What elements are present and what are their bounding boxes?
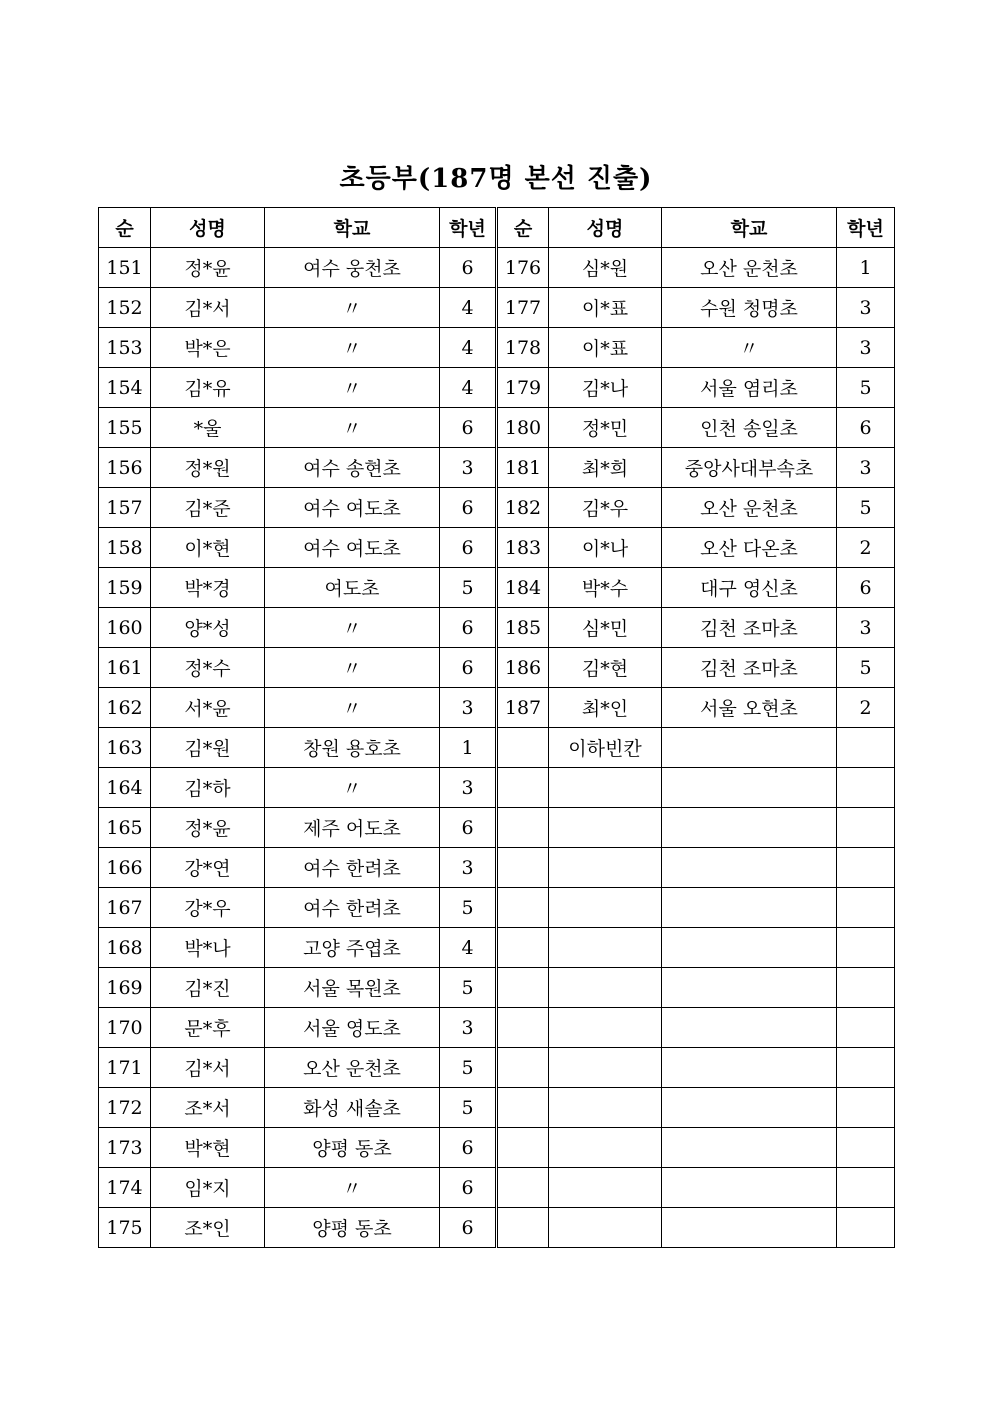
- right-number-cell: 176: [497, 248, 549, 288]
- right-school-cell: [662, 808, 837, 848]
- right-school-cell: [662, 1128, 837, 1168]
- right-name-cell: 이*표: [549, 328, 662, 368]
- table-row: [99, 248, 895, 288]
- left-school-cell: 창원 용호초: [265, 728, 440, 768]
- left-name-cell: 조*서: [151, 1088, 265, 1128]
- right-name-cell: [549, 968, 662, 1008]
- left-school-cell: 〃: [265, 688, 440, 728]
- left-grade-cell: 5: [440, 968, 497, 1008]
- left-number-cell: 159: [99, 568, 151, 608]
- header-school-right: 학교: [662, 208, 837, 248]
- table-row: [99, 608, 895, 648]
- left-name-cell: *울: [151, 408, 265, 448]
- table-row: [99, 408, 895, 448]
- left-grade-cell: 3: [440, 448, 497, 488]
- left-grade-cell: 3: [440, 1008, 497, 1048]
- right-number-cell: [497, 1048, 549, 1088]
- right-grade-cell: [837, 1008, 895, 1048]
- table-row: [99, 808, 895, 848]
- right-name-cell: 김*우: [549, 488, 662, 528]
- left-name-cell: 정*윤: [151, 808, 265, 848]
- right-number-cell: 183: [497, 528, 549, 568]
- right-school-cell: [662, 928, 837, 968]
- table-row: [99, 728, 895, 768]
- left-grade-cell: 5: [440, 888, 497, 928]
- left-name-cell: 문*후: [151, 1008, 265, 1048]
- left-grade-cell: 5: [440, 568, 497, 608]
- table-row: [99, 488, 895, 528]
- header-name-left: 성명: [151, 208, 265, 248]
- left-school-cell: 〃: [265, 328, 440, 368]
- right-school-cell: 서울 오현초: [662, 688, 837, 728]
- left-school-cell: 〃: [265, 408, 440, 448]
- left-grade-cell: 6: [440, 1168, 497, 1208]
- right-school-cell: [662, 728, 837, 768]
- right-name-cell: 김*나: [549, 368, 662, 408]
- right-number-cell: [497, 1088, 549, 1128]
- left-grade-cell: 6: [440, 1128, 497, 1168]
- right-name-cell: [549, 768, 662, 808]
- left-grade-cell: 6: [440, 248, 497, 288]
- right-grade-cell: [837, 768, 895, 808]
- left-name-cell: 강*우: [151, 888, 265, 928]
- left-number-cell: 170: [99, 1008, 151, 1048]
- right-grade-cell: [837, 1088, 895, 1128]
- right-school-cell: [662, 1008, 837, 1048]
- right-school-cell: 대구 영신초: [662, 568, 837, 608]
- right-grade-cell: [837, 928, 895, 968]
- right-grade-cell: 3: [837, 608, 895, 648]
- left-name-cell: 정*수: [151, 648, 265, 688]
- right-grade-cell: [837, 1048, 895, 1088]
- right-grade-cell: 6: [837, 408, 895, 448]
- left-number-cell: 171: [99, 1048, 151, 1088]
- right-name-cell: [549, 1008, 662, 1048]
- right-grade-cell: [837, 728, 895, 768]
- left-grade-cell: 6: [440, 808, 497, 848]
- left-number-cell: 156: [99, 448, 151, 488]
- page-title: 초등부(187명 본선 진출): [339, 164, 653, 194]
- left-number-cell: 166: [99, 848, 151, 888]
- right-school-cell: [662, 1048, 837, 1088]
- left-number-cell: 158: [99, 528, 151, 568]
- right-name-cell: 이하빈칸: [549, 728, 662, 768]
- right-name-cell: 최*인: [549, 688, 662, 728]
- header-number-right: 순: [497, 208, 549, 248]
- left-name-cell: 조*인: [151, 1208, 265, 1248]
- right-number-cell: [497, 848, 549, 888]
- right-name-cell: [549, 928, 662, 968]
- right-name-cell: [549, 1048, 662, 1088]
- left-name-cell: 김*준: [151, 488, 265, 528]
- right-grade-cell: 1: [837, 248, 895, 288]
- right-number-cell: 186: [497, 648, 549, 688]
- left-grade-cell: 6: [440, 608, 497, 648]
- left-number-cell: 175: [99, 1208, 151, 1248]
- right-school-cell: 수원 청명초: [662, 288, 837, 328]
- right-number-cell: [497, 888, 549, 928]
- right-school-cell: 오산 운천초: [662, 488, 837, 528]
- header-school-left: 학교: [265, 208, 440, 248]
- left-school-cell: 화성 새솔초: [265, 1088, 440, 1128]
- right-number-cell: 180: [497, 408, 549, 448]
- right-number-cell: [497, 968, 549, 1008]
- left-grade-cell: 6: [440, 528, 497, 568]
- right-number-cell: 177: [497, 288, 549, 328]
- left-school-cell: 오산 운천초: [265, 1048, 440, 1088]
- table-row: [99, 848, 895, 888]
- right-school-cell: 김천 조마초: [662, 648, 837, 688]
- right-number-cell: 185: [497, 608, 549, 648]
- right-name-cell: [549, 888, 662, 928]
- right-school-cell: [662, 768, 837, 808]
- left-school-cell: 여수 한려초: [265, 848, 440, 888]
- right-name-cell: 정*민: [549, 408, 662, 448]
- table-row: [99, 1168, 895, 1208]
- right-number-cell: [497, 1208, 549, 1248]
- right-name-cell: 박*수: [549, 568, 662, 608]
- right-school-cell: [662, 1168, 837, 1208]
- left-name-cell: 박*나: [151, 928, 265, 968]
- left-name-cell: 정*원: [151, 448, 265, 488]
- right-grade-cell: 2: [837, 688, 895, 728]
- right-number-cell: [497, 928, 549, 968]
- left-number-cell: 154: [99, 368, 151, 408]
- left-name-cell: 김*서: [151, 1048, 265, 1088]
- left-school-cell: 서울 목원초: [265, 968, 440, 1008]
- right-number-cell: [497, 728, 549, 768]
- right-number-cell: 178: [497, 328, 549, 368]
- right-grade-cell: 6: [837, 568, 895, 608]
- table-row: [99, 1208, 895, 1248]
- left-school-cell: 〃: [265, 768, 440, 808]
- right-grade-cell: [837, 968, 895, 1008]
- right-grade-cell: 5: [837, 368, 895, 408]
- right-name-cell: 이*표: [549, 288, 662, 328]
- left-name-cell: 박*현: [151, 1128, 265, 1168]
- left-name-cell: 김*하: [151, 768, 265, 808]
- right-number-cell: 179: [497, 368, 549, 408]
- left-grade-cell: 3: [440, 688, 497, 728]
- left-school-cell: 여수 송현초: [265, 448, 440, 488]
- right-grade-cell: [837, 808, 895, 848]
- right-number-cell: 182: [497, 488, 549, 528]
- right-school-cell: 오산 운천초: [662, 248, 837, 288]
- table-row: [99, 328, 895, 368]
- left-name-cell: 김*서: [151, 288, 265, 328]
- left-grade-cell: 4: [440, 328, 497, 368]
- header-number-left: 순: [99, 208, 151, 248]
- left-name-cell: 김*유: [151, 368, 265, 408]
- table-header-row: [99, 208, 895, 248]
- left-number-cell: 168: [99, 928, 151, 968]
- right-school-cell: 〃: [662, 328, 837, 368]
- right-grade-cell: 3: [837, 288, 895, 328]
- table-row: [99, 768, 895, 808]
- right-number-cell: [497, 1008, 549, 1048]
- left-grade-cell: 4: [440, 368, 497, 408]
- right-number-cell: 184: [497, 568, 549, 608]
- left-number-cell: 160: [99, 608, 151, 648]
- left-school-cell: 제주 어도초: [265, 808, 440, 848]
- right-name-cell: [549, 1128, 662, 1168]
- table-row: [99, 288, 895, 328]
- right-name-cell: 심*원: [549, 248, 662, 288]
- left-grade-cell: 6: [440, 488, 497, 528]
- left-school-cell: 〃: [265, 608, 440, 648]
- table-row: [99, 648, 895, 688]
- left-grade-cell: 4: [440, 928, 497, 968]
- right-grade-cell: 3: [837, 448, 895, 488]
- table-row: [99, 448, 895, 488]
- left-number-cell: 167: [99, 888, 151, 928]
- right-number-cell: [497, 1128, 549, 1168]
- left-school-cell: 양평 동초: [265, 1208, 440, 1248]
- left-school-cell: 〃: [265, 288, 440, 328]
- left-name-cell: 김*원: [151, 728, 265, 768]
- left-school-cell: 여수 한려초: [265, 888, 440, 928]
- left-grade-cell: 6: [440, 408, 497, 448]
- right-school-cell: [662, 848, 837, 888]
- left-school-cell: 여수 여도초: [265, 488, 440, 528]
- header-grade-left: 학년: [440, 208, 497, 248]
- right-grade-cell: 3: [837, 328, 895, 368]
- finalist-table: [98, 207, 895, 1248]
- left-name-cell: 김*진: [151, 968, 265, 1008]
- right-name-cell: [549, 808, 662, 848]
- right-grade-cell: 2: [837, 528, 895, 568]
- table-row: [99, 528, 895, 568]
- header-grade-right: 학년: [837, 208, 895, 248]
- table-row: [99, 568, 895, 608]
- left-name-cell: 이*현: [151, 528, 265, 568]
- left-school-cell: 〃: [265, 1168, 440, 1208]
- left-name-cell: 강*연: [151, 848, 265, 888]
- right-grade-cell: [837, 888, 895, 928]
- left-number-cell: 161: [99, 648, 151, 688]
- left-number-cell: 162: [99, 688, 151, 728]
- table-row: [99, 888, 895, 928]
- left-number-cell: 173: [99, 1128, 151, 1168]
- left-number-cell: 151: [99, 248, 151, 288]
- left-name-cell: 박*경: [151, 568, 265, 608]
- right-name-cell: [549, 1088, 662, 1128]
- left-number-cell: 152: [99, 288, 151, 328]
- left-name-cell: 서*윤: [151, 688, 265, 728]
- right-name-cell: [549, 848, 662, 888]
- left-school-cell: 양평 동초: [265, 1128, 440, 1168]
- left-grade-cell: 3: [440, 768, 497, 808]
- left-grade-cell: 4: [440, 288, 497, 328]
- right-name-cell: 김*현: [549, 648, 662, 688]
- right-name-cell: 심*민: [549, 608, 662, 648]
- left-school-cell: 서울 영도초: [265, 1008, 440, 1048]
- left-grade-cell: 5: [440, 1048, 497, 1088]
- right-name-cell: 이*나: [549, 528, 662, 568]
- right-grade-cell: [837, 848, 895, 888]
- table-row: [99, 688, 895, 728]
- right-number-cell: [497, 768, 549, 808]
- left-number-cell: 169: [99, 968, 151, 1008]
- left-grade-cell: 1: [440, 728, 497, 768]
- right-name-cell: 최*희: [549, 448, 662, 488]
- left-school-cell: 여도초: [265, 568, 440, 608]
- right-grade-cell: [837, 1168, 895, 1208]
- left-name-cell: 양*성: [151, 608, 265, 648]
- header-name-right: 성명: [549, 208, 662, 248]
- left-school-cell: 고양 주엽초: [265, 928, 440, 968]
- left-grade-cell: 3: [440, 848, 497, 888]
- right-school-cell: [662, 1208, 837, 1248]
- left-number-cell: 165: [99, 808, 151, 848]
- left-number-cell: 163: [99, 728, 151, 768]
- left-school-cell: 여수 웅천초: [265, 248, 440, 288]
- left-name-cell: 임*지: [151, 1168, 265, 1208]
- right-school-cell: 서울 염리초: [662, 368, 837, 408]
- table-row: [99, 928, 895, 968]
- right-school-cell: 오산 다온초: [662, 528, 837, 568]
- right-grade-cell: 5: [837, 488, 895, 528]
- right-school-cell: [662, 888, 837, 928]
- right-school-cell: 김천 조마초: [662, 608, 837, 648]
- left-grade-cell: 6: [440, 648, 497, 688]
- right-school-cell: 중앙사대부속초: [662, 448, 837, 488]
- right-number-cell: [497, 1168, 549, 1208]
- table-row: [99, 1008, 895, 1048]
- right-number-cell: [497, 808, 549, 848]
- table-row: [99, 1088, 895, 1128]
- left-grade-cell: 5: [440, 1088, 497, 1128]
- right-name-cell: [549, 1208, 662, 1248]
- left-grade-cell: 6: [440, 1208, 497, 1248]
- left-number-cell: 164: [99, 768, 151, 808]
- left-school-cell: 〃: [265, 648, 440, 688]
- left-school-cell: 여수 여도초: [265, 528, 440, 568]
- table-row: [99, 1128, 895, 1168]
- table-row: [99, 1048, 895, 1088]
- right-grade-cell: [837, 1208, 895, 1248]
- right-number-cell: 187: [497, 688, 549, 728]
- left-number-cell: 157: [99, 488, 151, 528]
- right-school-cell: 인천 송일초: [662, 408, 837, 448]
- left-number-cell: 155: [99, 408, 151, 448]
- right-number-cell: 181: [497, 448, 549, 488]
- right-school-cell: [662, 968, 837, 1008]
- left-name-cell: 박*은: [151, 328, 265, 368]
- left-number-cell: 174: [99, 1168, 151, 1208]
- table-row: [99, 968, 895, 1008]
- right-grade-cell: 5: [837, 648, 895, 688]
- left-name-cell: 정*윤: [151, 248, 265, 288]
- right-name-cell: [549, 1168, 662, 1208]
- left-number-cell: 153: [99, 328, 151, 368]
- table-row: [99, 368, 895, 408]
- left-number-cell: 172: [99, 1088, 151, 1128]
- right-grade-cell: [837, 1128, 895, 1168]
- right-school-cell: [662, 1088, 837, 1128]
- left-school-cell: 〃: [265, 368, 440, 408]
